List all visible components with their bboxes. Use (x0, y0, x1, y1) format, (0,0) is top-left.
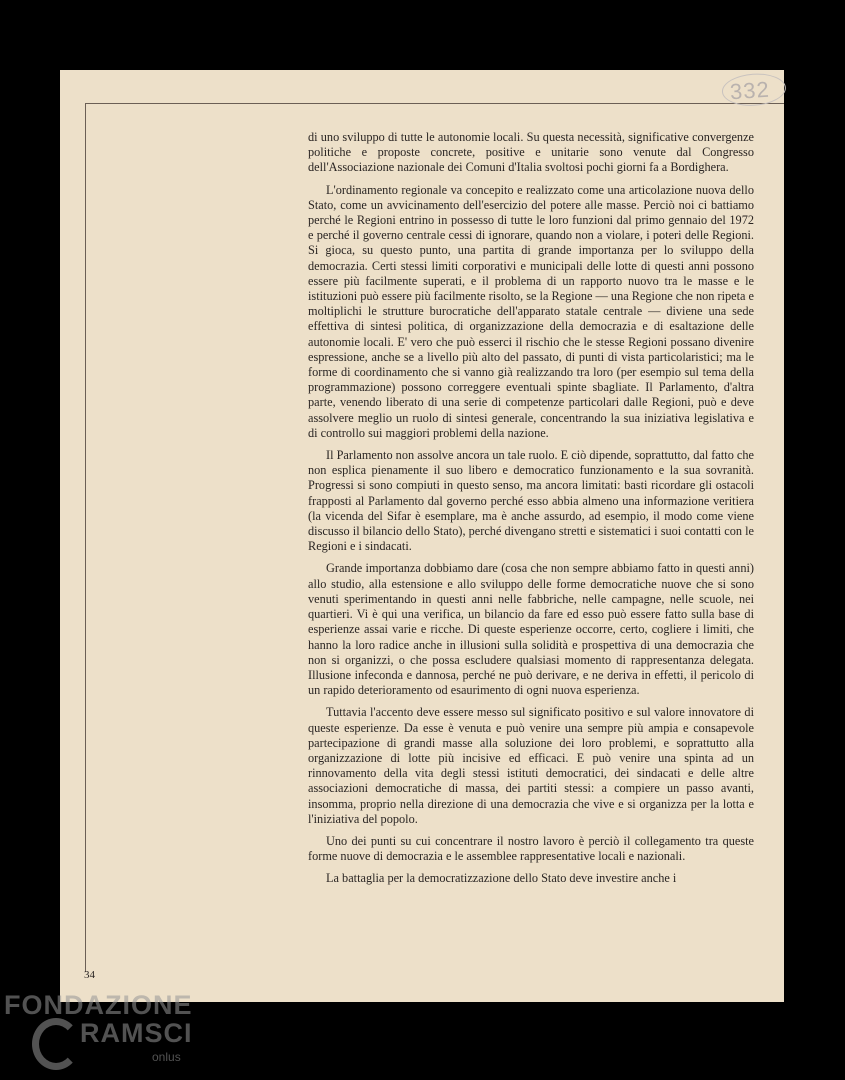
paragraph: L'ordinamento regionale va concepito e realizzato come una articolazione nuova dello Stato, come un avvicinamento dell'esercizio del potere alle masse. Perciò noi ci battiamo perché le Regioni entrino in possesso di tutte le loro funzioni dal primo gennaio del 1972 e perché il governo centrale cessi di ignorare, quando non a violare, i poteri delle Regioni. Si gioca, su questo punto, una partita di grande importanza per lo sviluppo della democrazia. Certi stessi limiti corporativi e municipali delle lotte di questi anni possono essere più facilmente superati, e il problema di un rapporto nuovo tra le masse e le istituzioni può essere più facilmente risolto, se la Regione — una Regione che non ripeta e moltiplichi le strutture burocratiche dell'apparato statale centrale — diviene una sede effettiva di sintesi politica, di organizzazione della democrazia e di esaltazione delle autonomie locali. E' vero che può esserci il rischio che le stesse Regioni possano divenire espressione, anche se a livello più alto del passato, di punti di vista particolaristici; ma le forme di coordinamento che si vanno già realizzando tra loro (per esempio sul tema della programmazione) possono correggere eventuali spinte sbagliate. Il Parlamento, d'altra parte, venendo liberato di una serie di competenze particolari dalle Regioni, può e deve assolvere meglio un ruolo di sintesi generale, concentrando la sua iniziativa legislativa e di controllo sui maggiori problemi della nazione. (308, 182, 754, 440)
g-logo-icon (32, 1018, 80, 1070)
scanned-page (60, 70, 784, 1002)
paragraph: Uno dei punti su cui concentrare il nostro lavoro è perciò il collegamento tra queste forme nuove di democrazia e le assemblee rappresentative locali e nazionali. (308, 833, 754, 864)
archive-number: 332 (729, 76, 771, 105)
watermark-line1: FONDAZIONE (4, 990, 193, 1020)
watermark-logo (4, 990, 214, 1080)
body-text (308, 130, 754, 894)
paragraph: Tuttavia l'accento deve essere messo sul significato positivo e sul valore innovatore di queste esperienze. Da esse è venuta e può venire una sempre più ampia e consapevole partecipazione di grandi masse alla soluzione dei loro problemi, e soprattutto alla organizzazione di lotte più incisive ed efficaci. E può venire una spinta ad un rinnovamento della vita degli stessi istituti democratici, dei sindacati e delle altre associazioni democratiche di massa, dei partiti stessi: a compiere un passo avanti, insomma, proprio nella direzione di una democrazia che vive e si organizza per la lotta e l'iniziativa del popolo. (308, 705, 754, 826)
watermark-line3: onlus (152, 1050, 181, 1064)
paragraph: Il Parlamento non assolve ancora un tale ruolo. E ciò dipende, soprattutto, dal fatto che non esplica pienamente il suo libero e democratico funzionamento e la sua sovranità. Progressi si sono compiuti in questo senso, ma ancora limitati: basti ricordare gli ostacoli frapposti al Parlamento dal governo perché esso abbia almeno una informazione veritiera (la vicenda del Sifar è esemplare, ma è anche assurdo, ad esempio, il modo come viene discusso il bilancio dello Stato), perché divengano stretti e sistematici i suoi contatti con le Regioni e i sindacati. (308, 448, 754, 554)
paragraph: La battaglia per la democratizzazione dello Stato deve investire anche i (326, 871, 677, 886)
watermark-line2: RAMSCI (80, 1018, 193, 1048)
page-number: 34 (84, 969, 95, 981)
paragraph: Grande importanza dobbiamo dare (cosa che non sempre abbiamo fatto in questi anni) allo studio, alla estensione e allo sviluppo delle forme democratiche nuove che si sono venuti sperimentando in questi anni nelle fabbriche, nelle campagne, nelle scuole, nei quartieri. Vi è qui una verifica, un bilancio da fare ed esso può essere fatto sulla base di esperienze assai varie e ricche. Di queste esperienze occorre, certo, cogliere i limiti, che hanno la loro radice anche in illusioni sulla solidità e prospettiva di una democrazia che non si organizzi, o che possa escludere qualsiasi momento di rappresentanza delegata. Illusione infeconda e dannosa, perché ne può derivare, e ne deriva in effetti, il pericolo di un rapido deterioramento od esaurimento di ogni nuova esperienza. (308, 561, 754, 698)
paragraph: di uno sviluppo di tutte le autonomie locali. Su questa necessità, significative convergenze politiche e proposte concrete, positive e unitarie sono venute dal Congresso dell'Associazione nazionale dei Comuni d'Italia svoltosi pochi giorni fa a Bordighera. (308, 130, 754, 175)
